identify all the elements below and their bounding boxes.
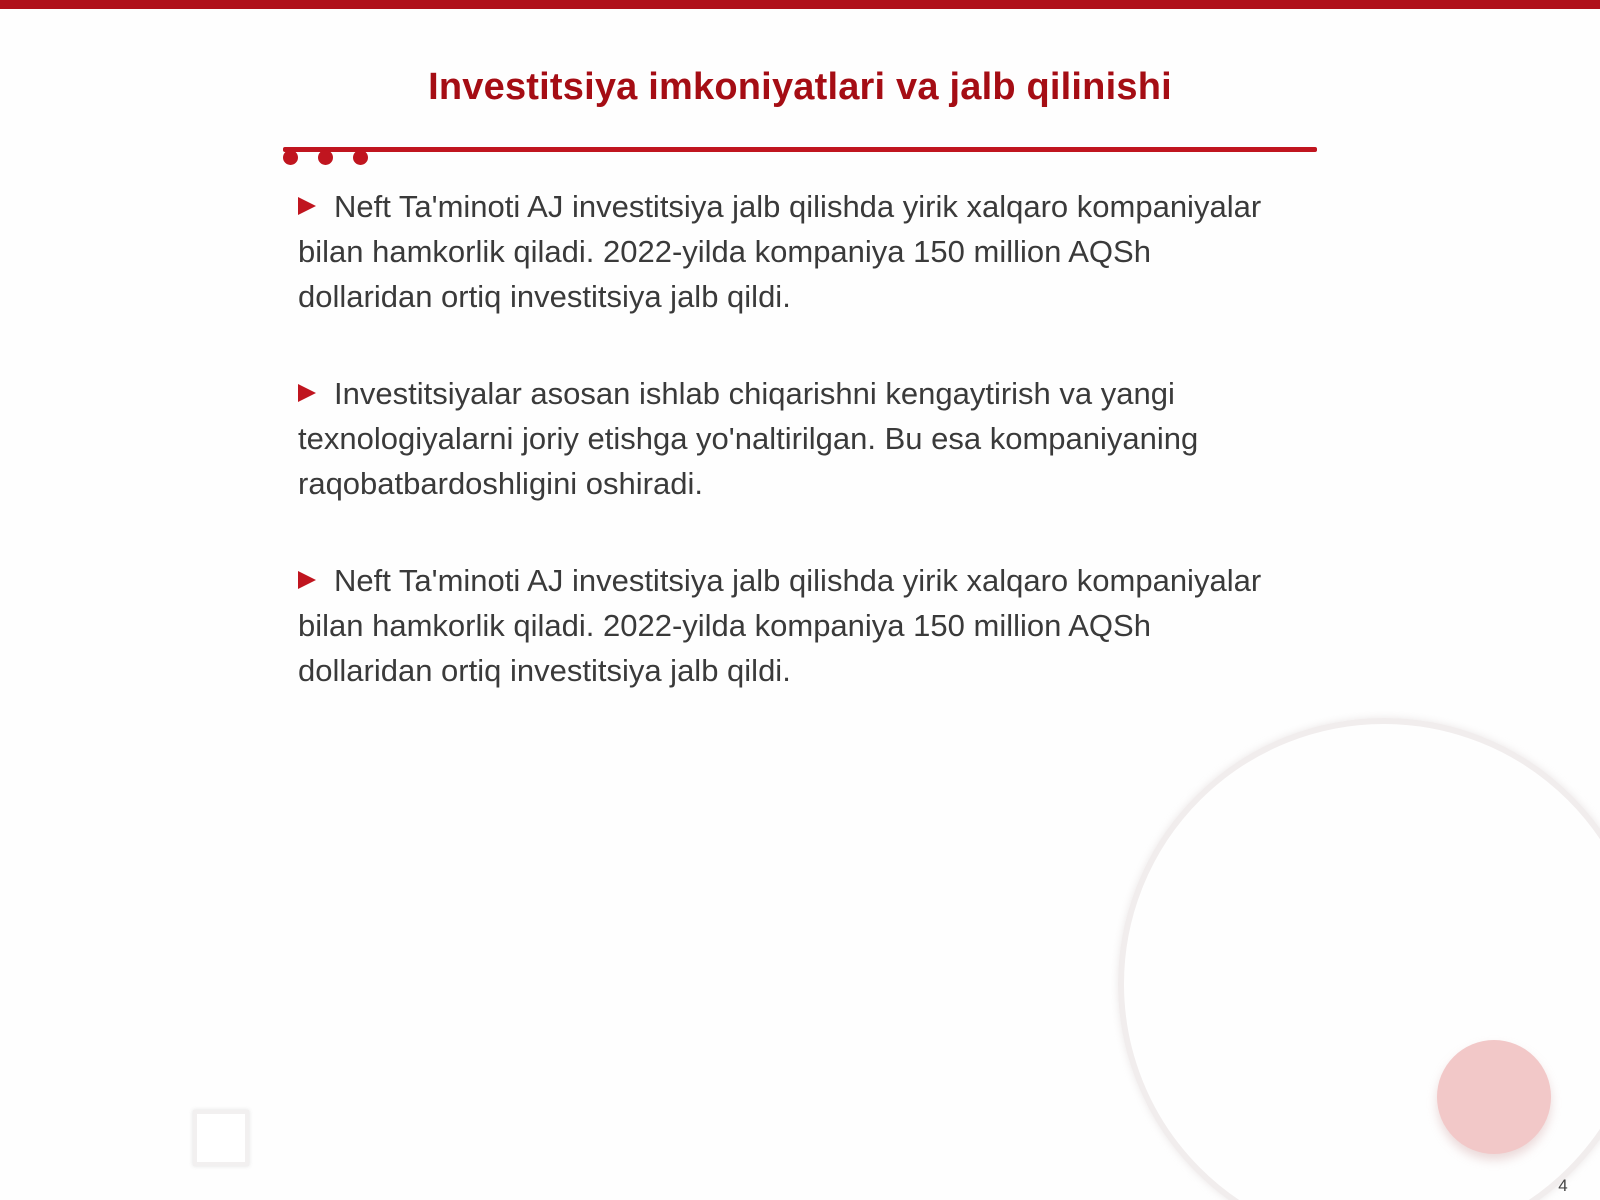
title-underline xyxy=(283,147,1317,152)
bullet-text: Investitsiyalar asosan ishlab chiqarishni kengaytirish va yangi texnologiyalarni joriy etishga yo'naltirilgan. Bu esa kompaniyaning raqobatbardoshligini oshiradi. xyxy=(298,376,1199,501)
bullet-item xyxy=(298,371,1278,506)
play-triangle-icon xyxy=(298,571,316,589)
bullet-item xyxy=(298,184,1278,319)
bullet-list xyxy=(298,184,1278,745)
decor-square xyxy=(193,1110,249,1166)
play-triangle-icon xyxy=(298,384,316,402)
decor-dot xyxy=(353,150,368,165)
slide-title: Investitsiya imkoniyatlari va jalb qilinishi xyxy=(428,66,1172,108)
decor-dot xyxy=(283,150,298,165)
decor-circle xyxy=(1437,1040,1551,1154)
bullet-text: Neft Ta'minoti AJ investitsiya jalb qilishda yirik xalqaro kompaniyalar bilan hamkorlik qiladi. 2022-yilda kompaniya 150 million AQSh dollaridan ortiq investitsiya jalb qildi. xyxy=(298,563,1262,688)
bullet-item xyxy=(298,558,1278,693)
bullet-text: Neft Ta'minoti AJ investitsiya jalb qilishda yirik xalqaro kompaniyalar bilan hamkorlik qiladi. 2022-yilda kompaniya 150 million AQSh dollaridan ortiq investitsiya jalb qildi. xyxy=(298,189,1262,314)
page-number: 4 xyxy=(1558,1176,1568,1195)
decor-dot xyxy=(318,150,333,165)
play-triangle-icon xyxy=(298,197,316,215)
top-accent-bar xyxy=(0,0,1600,9)
